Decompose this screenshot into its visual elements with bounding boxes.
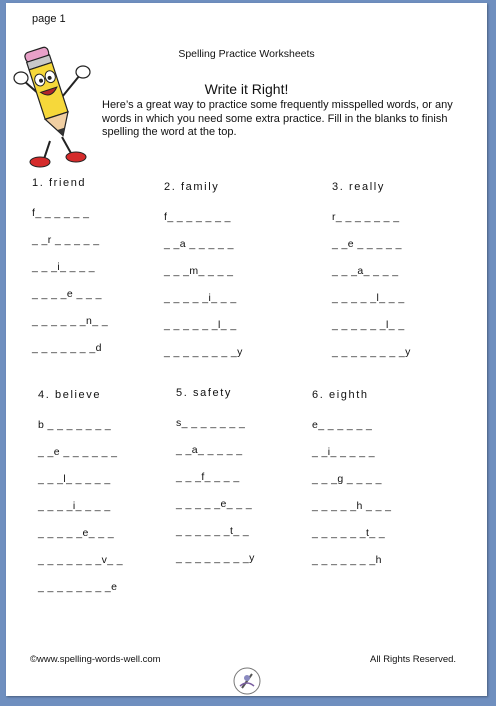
footer-website: ©www.spelling-words-well.com bbox=[30, 654, 161, 665]
fill-in-line: _ _e _ _ _ _ _ bbox=[332, 238, 402, 250]
site-logo-icon bbox=[232, 666, 262, 696]
word-heading: 6. eighth bbox=[312, 389, 369, 401]
fill-in-line: _ _i_ _ _ _ _ bbox=[312, 446, 375, 458]
fill-in-line: b _ _ _ _ _ _ _ bbox=[38, 419, 112, 431]
worksheet-page bbox=[6, 3, 487, 696]
fill-in-line: _ _ _ _ _ _ _h bbox=[312, 554, 382, 566]
fill-in-line: _ _ _ _ _l_ _ _ bbox=[332, 292, 405, 304]
fill-in-line: _ _ _ _ _ _ _v_ _ bbox=[38, 554, 124, 566]
fill-in-line: _ _ _ _ _ _t_ _ bbox=[176, 525, 250, 537]
fill-in-line: e_ _ _ _ _ _ bbox=[312, 419, 373, 431]
fill-in-line: _ _ _ _ _ _n_ _ bbox=[32, 315, 109, 327]
fill-in-line: _ _ _ _ _ _ _ _y bbox=[176, 552, 255, 564]
footer-rights: All Rights Reserved. bbox=[370, 654, 457, 665]
fill-in-line: s_ _ _ _ _ _ _ bbox=[176, 417, 246, 429]
fill-in-line: f_ _ _ _ _ _ bbox=[32, 207, 90, 219]
fill-in-line: _ _ _l_ _ _ _ _ bbox=[38, 473, 111, 485]
fill-in-line: _ _ _ _ _ _ _ _e bbox=[38, 581, 118, 593]
fill-in-line: _ _ _ _ _e_ _ _ bbox=[176, 498, 253, 510]
worksheet-title: Write it Right! bbox=[204, 81, 289, 97]
page-label: page 1 bbox=[32, 13, 66, 25]
word-heading: 3. really bbox=[332, 181, 385, 193]
fill-in-line: r_ _ _ _ _ _ _ bbox=[332, 211, 400, 223]
fill-in-line: _ _ _ _ _ _ _d bbox=[32, 342, 102, 354]
fill-in-line: _ _ _ _ _i_ _ _ bbox=[164, 292, 237, 304]
fill-in-line: _ _ _ _ _ _l_ _ bbox=[332, 319, 405, 331]
fill-in-line: _ _e _ _ _ _ _ _ bbox=[38, 446, 118, 458]
fill-in-line: _ _ _ _ _e_ _ _ bbox=[38, 527, 115, 539]
fill-in-line: _ _a_ _ _ _ _ bbox=[176, 444, 243, 456]
word-heading: 2. family bbox=[164, 181, 220, 193]
fill-in-line: _ _ _ _ _ _ _ _y bbox=[164, 346, 243, 358]
word-heading: 1. friend bbox=[32, 177, 87, 189]
fill-in-line: _ _ _f_ _ _ _ bbox=[176, 471, 240, 483]
fill-in-line: _ _ _ _ _ _l_ _ bbox=[164, 319, 237, 331]
fill-in-line: f_ _ _ _ _ _ _ bbox=[164, 211, 231, 223]
fill-in-line: _ _ _a_ _ _ _ bbox=[332, 265, 399, 277]
fill-in-line: _ _ _m_ _ _ _ bbox=[164, 265, 234, 277]
worksheet-subtitle: Spelling Practice Worksheets bbox=[178, 48, 315, 60]
word-heading: 4. believe bbox=[38, 389, 102, 401]
word-heading: 5. safety bbox=[176, 387, 232, 399]
fill-in-line: _ _r _ _ _ _ _ bbox=[32, 234, 100, 246]
fill-in-line: _ _ _ _ _ _t_ _ bbox=[312, 527, 386, 539]
fill-in-line: _ _ _ _ _ _ _ _y bbox=[332, 346, 411, 358]
fill-in-line: _ _ _i_ _ _ _ bbox=[32, 261, 95, 273]
pencil-mascot-illustration bbox=[10, 45, 100, 169]
fill-in-line: _ _ _ _ _h _ _ _ bbox=[312, 500, 392, 512]
fill-in-line: _ _ _ _i_ _ _ _ bbox=[38, 500, 111, 512]
fill-in-line: _ _ _g _ _ _ _ bbox=[312, 473, 382, 485]
fill-in-line: _ _a _ _ _ _ _ bbox=[164, 238, 234, 250]
intro-paragraph: Here’s a great way to practice some frequently misspelled words, or any words in which you need some extra practice. Fill in the blanks to finish spelling the word at the top. bbox=[102, 99, 453, 138]
fill-in-line: _ _ _ _e _ _ _ bbox=[32, 288, 102, 300]
